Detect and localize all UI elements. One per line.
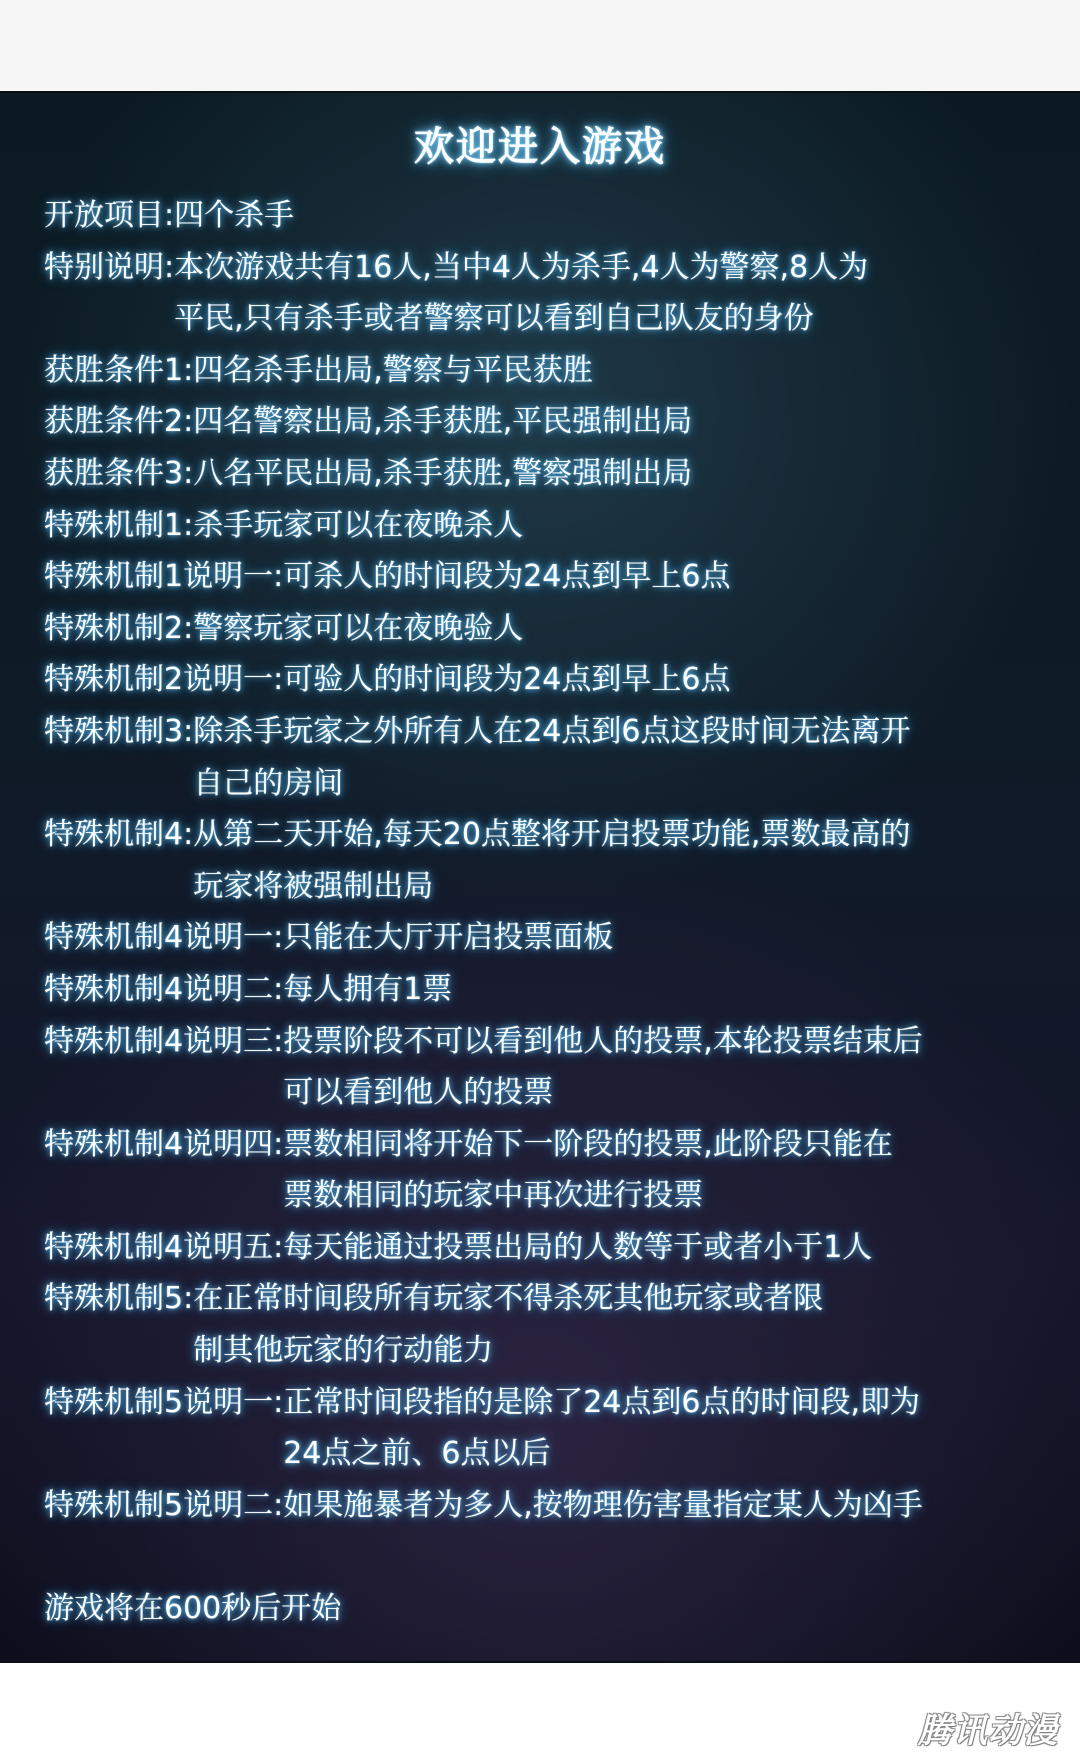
rule-label: 特殊机制5说明一: xyxy=(44,1384,284,1420)
rule-label: 特殊机制1说明一: xyxy=(44,559,284,595)
rule-text-line: 从第二天开始,每天20点整将开启投票功能,票数最高的 xyxy=(193,817,911,853)
rule-text-line: 正常时间段指的是除了24点到6点的时间段,即为 xyxy=(283,1384,920,1420)
rule-text-line: 可以看到他人的投票 xyxy=(283,1075,554,1111)
top-strip xyxy=(0,0,1080,91)
rule-label: 开放项目: xyxy=(44,198,175,233)
rule-text-line: 平民,只有杀手或者警察可以看到自己队友的身份 xyxy=(174,301,814,337)
rule-text xyxy=(193,809,910,912)
rule-text xyxy=(283,1119,893,1222)
rule-text-line: 杀手玩家可以在夜晚杀人 xyxy=(193,507,524,543)
rule-text xyxy=(283,1222,872,1274)
rule-item xyxy=(44,912,1054,964)
rule-text-line: 如果施暴者为多人,按物理伤害量指定某人为凶手 xyxy=(283,1487,923,1523)
rule-text xyxy=(193,448,692,500)
rule-text-line: 本次游戏共有16人,当中4人为杀手,4人为警察,8人为 xyxy=(174,249,869,285)
rule-label: 特殊机制4说明四: xyxy=(44,1126,284,1162)
countdown-text: 游戏将在600秒后开始 xyxy=(44,1591,342,1627)
rule-text-line: 制其他玩家的行动能力 xyxy=(193,1333,494,1369)
rule-text-line: 在正常时间段所有玩家不得杀死其他玩家或者限 xyxy=(193,1281,824,1317)
rule-label: 特殊机制4说明二: xyxy=(44,971,284,1007)
rule-label: 获胜条件1: xyxy=(44,352,194,388)
rule-item xyxy=(44,448,1054,500)
rule-item xyxy=(44,1273,1054,1376)
rule-text-line: 除杀手玩家之外所有人在24点到6点这段时间无法离开 xyxy=(193,713,911,749)
rule-item xyxy=(44,551,1054,603)
rule-text-line: 票数相同将开始下一阶段的投票,此阶段只能在 xyxy=(283,1126,893,1162)
rule-label: 特殊机制4说明三: xyxy=(44,1023,284,1059)
rule-label: 获胜条件2: xyxy=(44,404,194,440)
rule-text-line: 警察玩家可以在夜晚验人 xyxy=(193,610,524,646)
rule-label: 特殊机制2: xyxy=(44,610,194,646)
rule-text-line: 每天能通过投票出局的人数等于或者小于1人 xyxy=(283,1229,873,1265)
rule-text-line: 可验人的时间段为24点到早上6点 xyxy=(283,662,731,698)
rule-label: 特殊机制4说明一: xyxy=(44,920,284,956)
rule-text-line: 24点之前、6点以后 xyxy=(283,1436,551,1472)
rule-item xyxy=(44,500,1054,552)
rule-item xyxy=(44,242,1054,345)
rules-list xyxy=(44,190,1054,1635)
rule-text-line: 投票阶段不可以看到他人的投票,本轮投票结束后 xyxy=(283,1023,923,1059)
rule-label: 特殊机制1: xyxy=(44,507,194,543)
rule-item xyxy=(44,396,1054,448)
rule-label: 特殊机制3: xyxy=(44,713,194,749)
rule-text-line: 四名杀手出局,警察与平民获胜 xyxy=(193,352,593,388)
rule-item xyxy=(44,1119,1054,1222)
rule-text-line: 只能在大厅开启投票面板 xyxy=(283,920,614,956)
rule-label: 特殊机制2说明一: xyxy=(44,662,284,698)
rule-item xyxy=(44,964,1054,1016)
rule-text xyxy=(174,190,294,242)
rule-item xyxy=(44,1222,1054,1274)
rule-item xyxy=(44,1480,1054,1532)
blank-line xyxy=(44,1531,1054,1583)
rule-text xyxy=(283,964,452,1016)
rule-text xyxy=(283,654,730,706)
rule-text xyxy=(283,1480,923,1532)
rule-label: 获胜条件3: xyxy=(44,455,194,491)
watermark-logo: 腾讯动漫 xyxy=(918,1711,1058,1751)
rule-text-line: 四名警察出局,杀手获胜,平民强制出局 xyxy=(193,404,693,440)
rule-text-line: 票数相同的玩家中再次进行投票 xyxy=(283,1178,704,1214)
rule-text-line: 自己的房间 xyxy=(193,765,344,801)
rule-text xyxy=(193,1273,823,1376)
rule-text-line: 八名平民出局,杀手获胜,警察强制出局 xyxy=(193,455,693,491)
rule-text xyxy=(174,242,868,345)
rule-item xyxy=(44,1016,1054,1119)
rule-item xyxy=(44,809,1054,912)
panel-title: 欢迎进入游戏 xyxy=(414,124,666,170)
rule-text xyxy=(283,1016,923,1119)
rule-item xyxy=(44,706,1054,809)
rule-text xyxy=(283,912,613,964)
game-rules-panel xyxy=(0,91,1080,1663)
rule-label: 特殊机制5说明二: xyxy=(44,1487,284,1523)
rule-text xyxy=(193,706,910,809)
rule-text xyxy=(193,603,523,655)
rule-label: 特殊机制4: xyxy=(44,817,194,853)
rule-item xyxy=(44,345,1054,397)
bottom-strip xyxy=(0,1663,1080,1764)
rule-text xyxy=(283,1377,920,1480)
rule-label: 特殊机制4说明五: xyxy=(44,1229,284,1265)
rule-item xyxy=(44,1377,1054,1480)
rule-text-line: 每人拥有1票 xyxy=(283,971,453,1007)
rule-item xyxy=(44,190,1054,242)
rule-text xyxy=(193,500,523,552)
rule-item xyxy=(44,654,1054,706)
rule-label: 特殊机制5: xyxy=(44,1281,194,1317)
rule-text-line: 四个杀手 xyxy=(174,198,295,233)
rule-text xyxy=(193,396,692,448)
rule-item xyxy=(44,603,1054,655)
rule-text xyxy=(193,345,593,397)
rule-label: 特别说明: xyxy=(44,249,175,285)
rule-text xyxy=(283,551,730,603)
rule-text-line: 玩家将被强制出局 xyxy=(193,868,434,904)
rule-text-line: 可杀人的时间段为24点到早上6点 xyxy=(283,559,731,595)
